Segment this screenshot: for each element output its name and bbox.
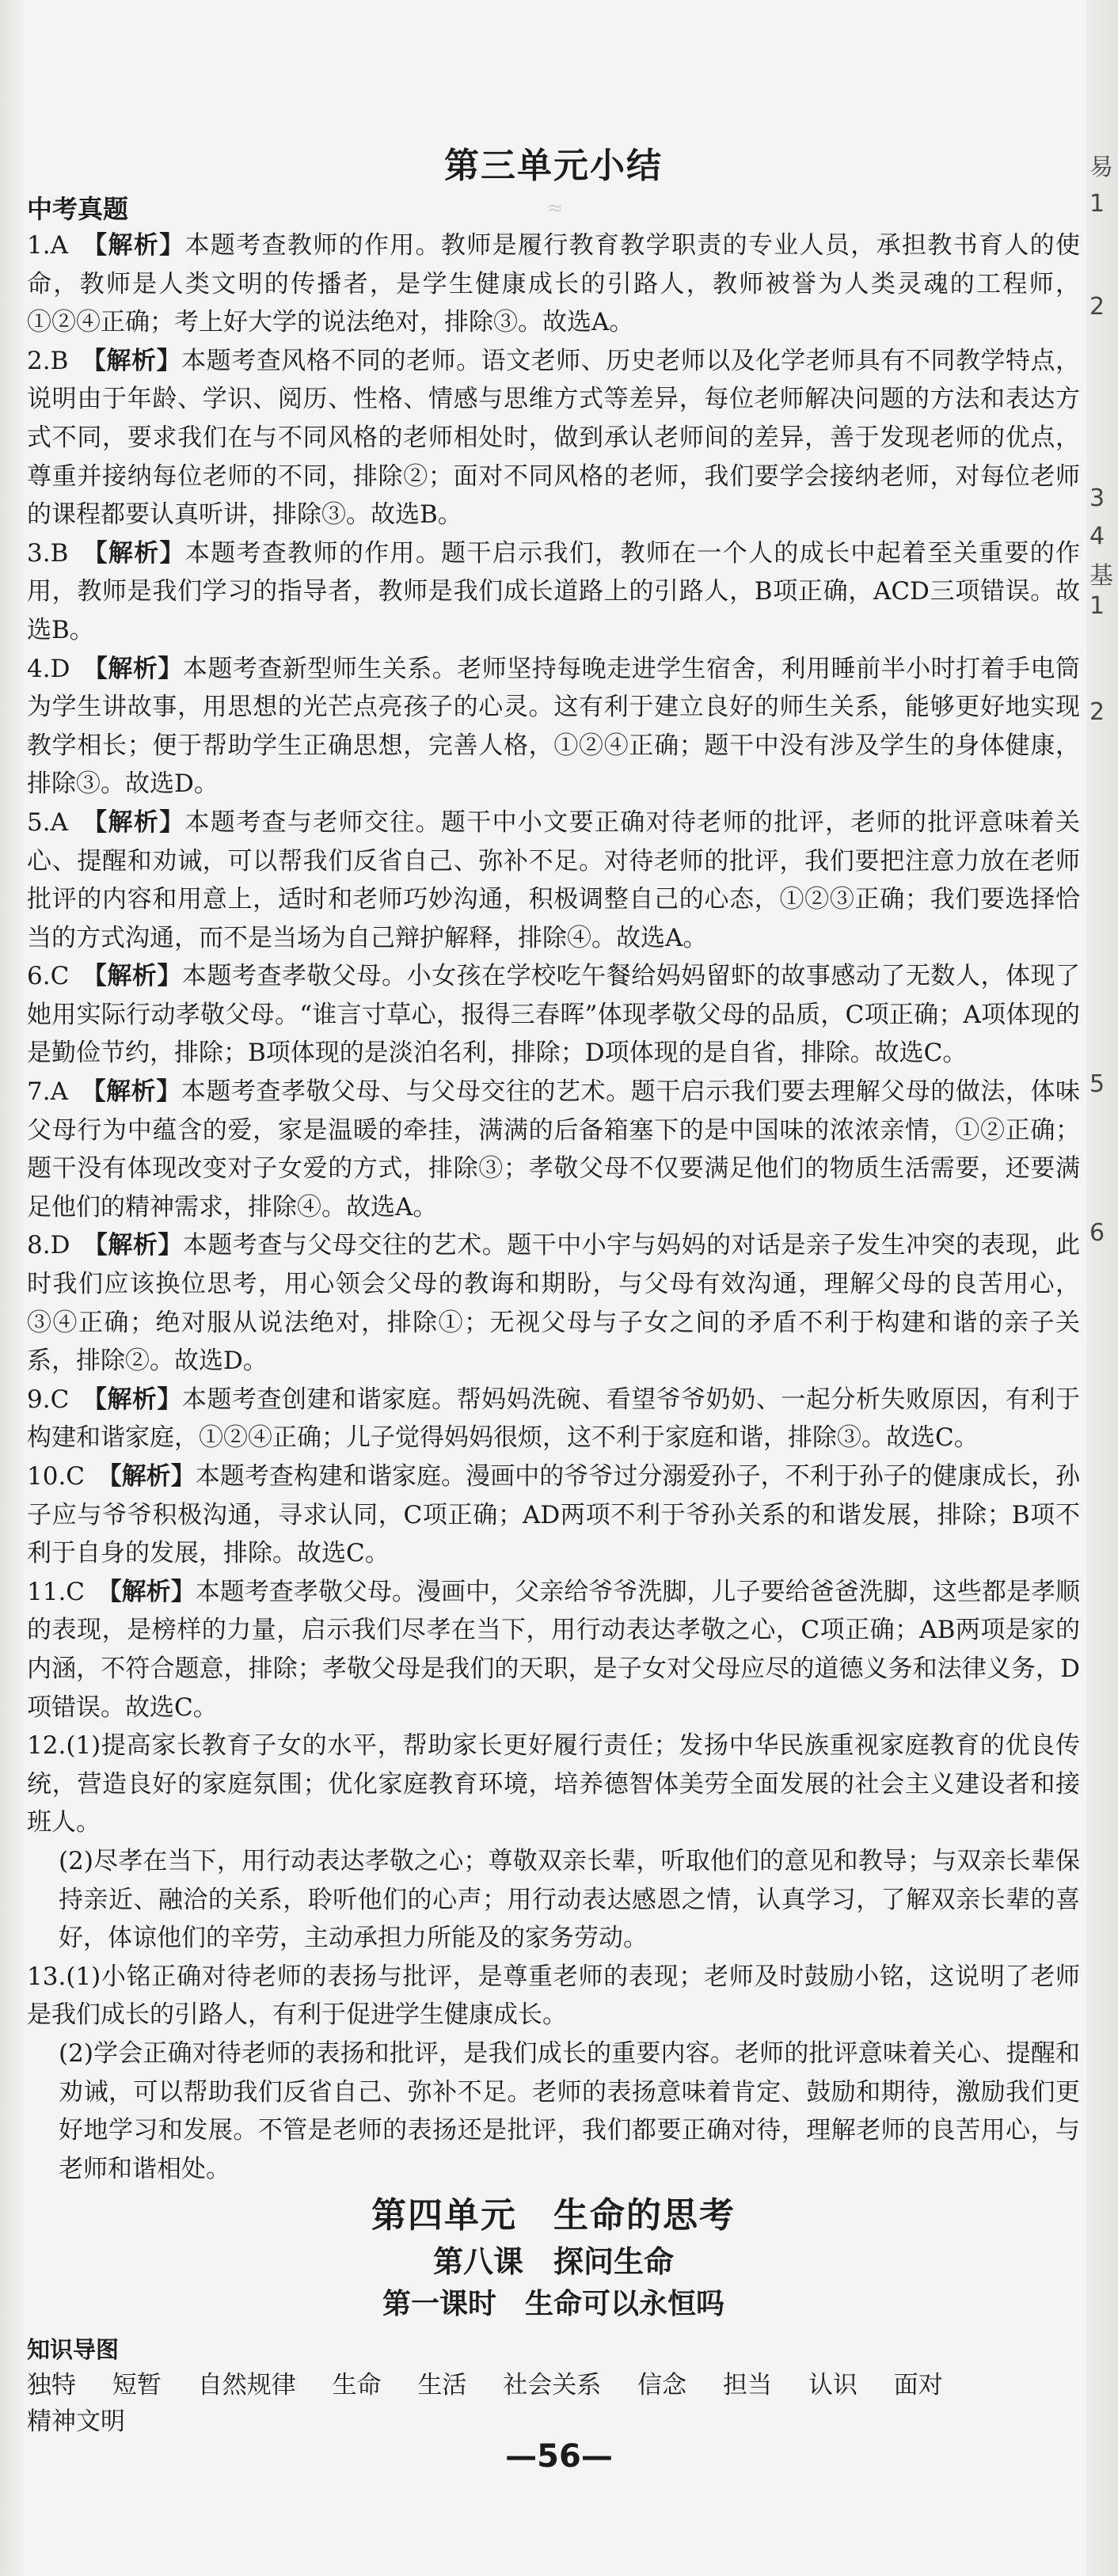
term: 信念 [637, 2371, 687, 2400]
answer-item-12: 12.(1)提高家长教育子女的水平，帮助家长更好履行责任；发扬中华民族重视家庭教育的优良传统，营造良好的家庭氛围；优化家庭教育环境，培养德智体美劳全面发展的社会主义建设者和接班人。 [27, 1731, 1080, 1837]
answer-item: 10.C 【解析】本题考查构建和谐家庭。漫画中的爷爷过分溺爱孙子，不利于孙子的健康成长，孙子应与爷爷积极沟通，寻求认同，C项正确；AD两项不利于爷孙关系的和谐发展，排除；B项不利于自身的发展，排除。故选C。 [27, 1462, 1081, 1568]
edge-glyph: 易 [1089, 154, 1113, 181]
edge-glyph: 4 [1089, 522, 1105, 550]
term: 生活 [417, 2371, 467, 2400]
edge-glyph: 3 [1089, 484, 1105, 512]
period-title: 第一课时 生命可以永恒吗 [382, 2288, 724, 2321]
answer-item: 6.C 【解析】本题考查孝敬父母。小女孩在学校吃午餐给妈妈留虾的故事感动了无数人，体现了她用实际行动孝敬父母。“谁言寸草心，报得三春晖”体现孝敬父母的品质，C项正确；A项体现的是勤俭节约，排除；B项体现的是淡泊名利，排除；D项体现的是自省，排除。故选C。 [27, 962, 1081, 1068]
term: 独特 [27, 2371, 76, 2400]
knowledge-map-terms-line2: 精神文明 [27, 2407, 125, 2437]
term: 面对 [893, 2371, 943, 2400]
left-page-edge [0, 0, 24, 2576]
answer-item: 2.B 【解析】本题考查风格不同的老师。语文老师、历史老师以及化学老师具有不同教学特点，说明由于年龄、学识、阅历、性格、情感与思维方式等差异，每位老师解决问题的方法和表达方式不同，要求我们在与不同风格的老师相处时，做到承认老师间的差异，善于发现老师的优点，尊重并接纳每位老师的不同，排除②；面对不同风格的老师，我们要学会接纳老师，对每位老师的课程都要认真听讲，排除③。故选B。 [27, 346, 1081, 530]
term: 担当 [723, 2371, 773, 2400]
edge-glyph: 2 [1089, 698, 1105, 726]
knowledge-map-terms [27, 2367, 1080, 2403]
right-page-edge [1086, 0, 1118, 2576]
knowledge-map-label: 知识导图 [27, 2336, 120, 2364]
answer-item: 5.A 【解析】本题考查与老师交往。题干中小文要正确对待老师的批评，老师的批评意味着关心、提醒和劝诫，可以帮我们反省自己、弥补不足。对待老师的批评，我们要把注意力放在老师批评的内容和用意上，适时和老师巧妙沟通，积极调整自己的心态，①②③正确；我们要选择恰当的方式沟通，而不是当场为自己辩护解释，排除④。故选A。 [27, 807, 1081, 952]
lesson-title: 第八课 探问生命 [432, 2244, 674, 2280]
answer-item: 11.C 【解析】本题考查孝敬父母。漫画中，父亲给爷爷洗脚，儿子要给爸爸洗脚，这些都是孝顺的表现，是榜样的力量，启示我们尽孝在当下，用行动表达孝敬之心，C项正确；AB两项是家的内涵，不符合题意，排除；孝敬父母是我们的天职，是子女对父母应尽的道德义务和法律义务，D项错误。故选C。 [27, 1577, 1081, 1722]
edge-glyph: 5 [1089, 1070, 1105, 1098]
section-label: 中考真题 [27, 194, 129, 224]
term: 生命 [332, 2371, 382, 2400]
term: 社会关系 [503, 2371, 602, 2400]
page-content [27, 141, 1080, 2440]
answer-item-12-part2: (2)尽孝在当下，用行动表达孝敬之心；尊敬双亲长辈，听取他们的意见和教导；与双亲长辈保持亲近、融洽的关系，聆听他们的心声；用行动表达感恩之情，认真学习，了解双亲长辈的喜好，体谅他们的辛劳，主动承担力所能及的家务劳动。 [59, 1846, 1080, 1953]
answer-item: 9.C 【解析】本题考查创建和谐家庭。帮妈妈洗碗、看望爷爷奶奶、一起分析失败原因，有利于构建和谐家庭，①②④正确；儿子觉得妈妈很烦，这不利于家庭和谐，排除③。故选C。 [27, 1385, 1081, 1453]
term: 短暂 [112, 2371, 162, 2400]
edge-glyph: 6 [1089, 1219, 1105, 1247]
answer-item: 1.A 【解析】本题考查教师的作用。教师是履行教育教学职责的专业人员，承担教书育人的使命，教师是人类文明的传播者，是学生健康成长的引路人，教师被誉为人类灵魂的工程师，①②④正确；考上好大学的说法绝对，排除③。故选A。 [27, 231, 1081, 337]
term: 自然规律 [197, 2371, 296, 2400]
answer-item: 8.D 【解析】本题考查与父母交往的艺术。题干中小宇与妈妈的对话是亲子发生冲突的表现，此时我们应该换位思考，用心领会父母的教诲和期盼，与父母有效沟通，理解父母的良苦用心，③④正确；绝对服从说法绝对，排除①；无视父母与子女之间的矛盾不利于构建和谐的亲子关系，排除②。故选D。 [27, 1231, 1081, 1376]
edge-glyph: 2 [1089, 293, 1105, 321]
edge-glyph: 1 [1089, 190, 1105, 218]
unit-summary-title: 第三单元小结 [444, 146, 663, 186]
unit-title: 第四单元 生命的思考 [371, 2195, 736, 2236]
answer-item: 4.D 【解析】本题考查新型师生关系。老师坚持每晚走进学生宿舍，利用睡前半小时打着手电筒为学生讲故事，用思想的光芒点亮孩子的心灵。这有利于建立良好的师生关系，能够更好地实现教学相长；便于帮助学生正确思想，完善人格，①②④正确；题干中没有涉及学生的身体健康，排除③。故选D。 [27, 654, 1081, 799]
answer-item: 3.B 【解析】本题考查教师的作用。题干启示我们，教师在一个人的成长中起着至关重要的作用，教师是我们学习的指导者，教师是我们成长道路上的引路人，B项正确，ACD三项错误。故选B。 [27, 538, 1081, 644]
page-number: —56— [505, 2438, 613, 2475]
edge-glyph: 1 [1089, 592, 1105, 620]
bleed-through-mark: ≈ [546, 196, 564, 220]
answer-item-13: 13.(1)小铭正确对待老师的表扬与批评，是尊重老师的表现；老师及时鼓励小铭，这说明了老师是我们成长的引路人，有利于促进学生健康成长。 [27, 1962, 1080, 2030]
answer-item: 7.A 【解析】本题考查孝敬父母、与父母交往的艺术。题干启示我们要去理解父母的做法，体味父母行为中蕴含的爱，家是温暖的牵挂，满满的后备箱塞下的是中国味的浓浓亲情，①②正确；题干没有体现改变对子女爱的方式，排除③；孝敬父母不仅要满足他们的物质生活需要，还要满足他们的精神需求，排除④。故选A。 [27, 1077, 1081, 1222]
answer-item-13-part2: (2)学会正确对待老师的表扬和批评，是我们成长的重要内容。老师的批评意味着关心、提醒和劝诫，可以帮助我们反省自己、弥补不足。老师的表扬意味着肯定、鼓励和期待，激励我们更好地学习和发展。不管是老师的表扬还是批评，我们都要正确对待，理解老师的良苦用心，与老师和谐相处。 [59, 2038, 1080, 2183]
edge-glyph: 基 [1089, 562, 1113, 590]
term: 认识 [808, 2371, 858, 2400]
